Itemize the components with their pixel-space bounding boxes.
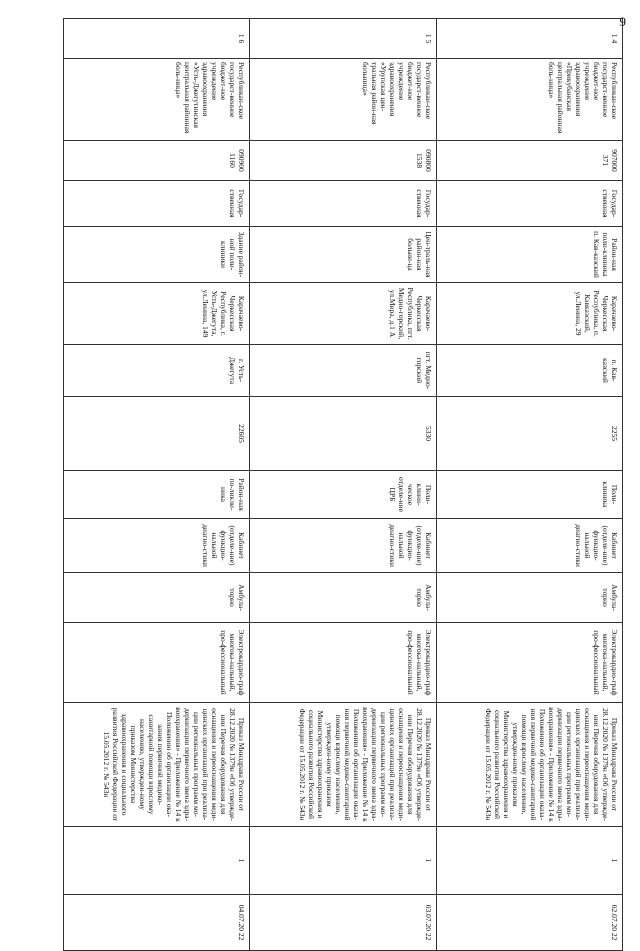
address-cell: Карачаево-Черкесская Республика, пгт. Медно-горский, ул.Мира, д.1 А [250, 283, 436, 345]
quantity-cell: 1 [64, 827, 250, 895]
population-cell: 5330 [250, 397, 436, 471]
ownership-form-cell: Государ-ственная [250, 181, 436, 227]
delivery-date-cell: 03.07.20 22 [250, 895, 436, 951]
row-number-cell: 1 4 [436, 19, 622, 59]
facilities-table [63, 18, 623, 951]
table-wrapper [63, 18, 623, 941]
organization-cell: Республикан-ское государст-венное бюджет-ное учреждение здравоохранения «Урупская цен-тральная район-ная больница» [250, 59, 436, 141]
care-conditions-cell: Амбула-торно [436, 573, 622, 623]
organization-cell: Республикан-ское государст-венное бюджет-ное учреждение здравоохранения «Усть-Джегутинская центральная районная боль-ница» [64, 59, 250, 141]
org-code-cell: 090800 1538 [250, 141, 436, 181]
rotated-table-container [63, 18, 623, 941]
ownership-form-cell: Государ-ственная [436, 181, 622, 227]
org-code-cell: 907000 371 [436, 141, 622, 181]
organization-cell: Республикан-ское государст-венное бюджет-ное учреждение здравоохранения «Прикубанская центральная районная боль-ница» [436, 59, 622, 141]
delivery-date-cell: 02.07.20 22 [436, 895, 622, 951]
locality-cell: г. Усть-Джегута [64, 345, 250, 397]
legal-basis-cell: Приказ Минздрава России от 28.12.2020 № 1379н «Об утвержде-нии Перечня оборудования для оснащения и переоснащения меди-цинских организаций при реализа-ции региональных программ мо-дернизации первичного звена здра-воохранения» - Приложение № 14 к Положению об организации оказа-ния первичной медико-санитарной помощи взрослому населению, утвержден-ному приказом Министерства здравоохранения и социального развития Российской Федерации от 15.05.2012 г. № 543н [436, 703, 622, 827]
row-number-cell: 1 6 [64, 19, 250, 59]
subdivision-cell: Район-ная по-ликли-ника [64, 471, 250, 519]
quantity-cell: 1 [250, 827, 436, 895]
address-cell: Карачаево-Черкесская Республика, п. Кавказский, ул.Ленина, 29 [436, 283, 622, 345]
org-code-cell: 090900 1160 [64, 141, 250, 181]
page-number: 9 [619, 14, 626, 29]
population-cell: 2255 [436, 397, 622, 471]
locality-cell: пгт. Медно-горский [250, 345, 436, 397]
facility-type-cell: Цен-траль-ная район-ная больни-ца [250, 227, 436, 283]
table-row [436, 19, 622, 951]
care-conditions-cell: Амбула-торно [64, 573, 250, 623]
equipment-cell: Электрокардио-граф многока-нальный, про-фессиональный [250, 623, 436, 703]
department-cell: Кабинет (отделе-ние) функцио-нальной диагно-стики [436, 519, 622, 573]
department-cell: Кабинет (отделе-ние) функцио-нальной диагно-стики [250, 519, 436, 573]
table-row [64, 19, 250, 951]
row-number-cell: 1 5 [250, 19, 436, 59]
quantity-cell: 1 [436, 827, 622, 895]
department-cell: Кабинет (отделе-ние) функцио-нальной диагно-стики [64, 519, 250, 573]
legal-basis-cell: Приказ Минздрава России от 28.12.2020 № 1379н «Об утвержде-нии Перечня оборудования для оснащения и переоснащения меди-цинских организаций при реализа-ции региональных программ мо-дернизации первичного звена здра-воохранения» - Приложение № 14 к Положению об организации оказа-ния первичной медико-санитарной помощи взрослому населению, утвержден-ному приказом Министерства здравоохранения и социального развития Российской Федерации от 15.05.2012 г. № 543н [250, 703, 436, 827]
legal-basis-cell: Приказ Минздрава России от 28.12.2020 № 1379н «Об утвержде-нии Перечня оборудования для оснащения и переоснащения меди-цинских организаций при реализа-ции региональных программ мо-дернизации первичного звена здра-воохранения» - Приложение № 14 к Положению об организации ока-зания первичной медико-санитарной помощи взрослому населению, утвержден-ному приказом Министерства здравоохранения и социального развития Российской Федерации от 15.05.2012 г. № 543н [64, 703, 250, 827]
equipment-cell: Электрокардио-граф многока-нальный, про-фессиональный [436, 623, 622, 703]
address-cell: Карачаево-Черкесская Республика, г. Усть-Джегута, ул.Ленина, 149 [64, 283, 250, 345]
subdivision-cell: Поли-клини-ческое отделе-ние ЦРБ [250, 471, 436, 519]
population-cell: 22605 [64, 397, 250, 471]
facility-type-cell: Район-ная поли-клиника п. Кав-казский [436, 227, 622, 283]
table-body [64, 19, 623, 951]
facility-type-cell: Здание район-ной поли-клиники [64, 227, 250, 283]
subdivision-cell: Поли-клиника [436, 471, 622, 519]
ownership-form-cell: Государ-ственная [64, 181, 250, 227]
equipment-cell: Электрокардио-граф многока-нальный, про-фессиональный [64, 623, 250, 703]
care-conditions-cell: Амбула-торно [250, 573, 436, 623]
delivery-date-cell: 04.07.20 22 [64, 895, 250, 951]
locality-cell: п. Кав-казский [436, 345, 622, 397]
table-row [250, 19, 436, 951]
